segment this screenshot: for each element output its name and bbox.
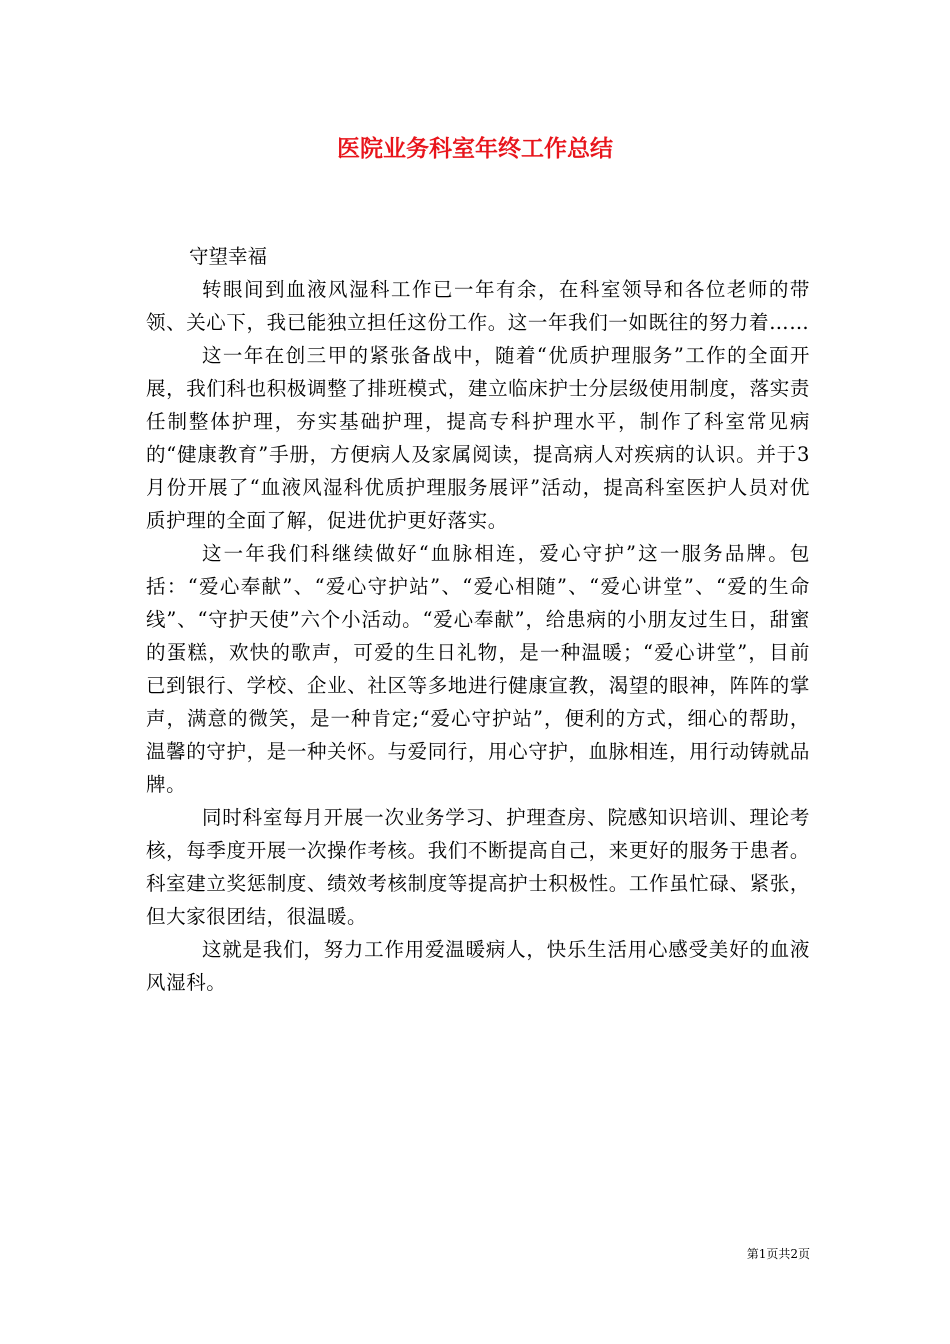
paragraph-1: 转眼间到血液风湿科工作已一年有余，在科室领导和各位老师的带领、关心下，我已能独立担任这份工作。这一年我们一如既往的努力着……	[146, 278, 810, 334]
paragraph-5: 这就是我们，努力工作用爱温暖病人，快乐生活用心感受美好的血液风湿科。	[146, 938, 810, 994]
document-body	[146, 240, 810, 999]
paragraph-3: 这一年我们科继续做好“血脉相连，爱心守护”这一服务品牌。包括：“爱心奉献”、“爱心守护站”、“爱心相随”、“爱心讲堂”、“爱的生命线”、“守护天使”六个小活动。“爱心奉献”，给患病的小朋友过生日，甜蜜的蛋糕，欢快的歌声，可爱的生日礼物，是一种温暖；“爱心讲堂”，目前已到银行、学校、企业、社区等多地进行健康宣教，渴望的眼神，阵阵的掌声，满意的微笑，是一种肯定;“爱心守护站”，便利的方式，细心的帮助，温馨的守护，是一种关怀。与爱同行，用心守护，血脉相连，用行动铸就品牌。	[146, 542, 810, 796]
document-title: 医院业务科室年终工作总结	[337, 135, 613, 162]
paragraph-4: 同时科室每月开展一次业务学习、护理查房、院感知识培训、理论考核，每季度开展一次操作考核。我们不断提高自己，来更好的服务于患者。科室建立奖惩制度、绩效考核制度等提高护士积极性。工作虽忙碌、紧张，但大家很团结，很温暖。	[146, 806, 810, 928]
document-subtitle: 守望幸福	[189, 245, 268, 268]
page-number-footer: 第1页共2页	[746, 1247, 810, 1261]
paragraph-2: 这一年在创三甲的紧张备战中，随着“优质护理服务”工作的全面开展，我们科也积极调整了排班模式，建立临床护士分层级使用制度，落实责任制整体护理，夯实基础护理，提高专科护理水平，制作了科室常见病的“健康教育”手册，方便病人及家属阅读，提高病人对疾病的认识。并于3月份开展了“血液风湿科优质护理服务展评”活动，提高科室医护人员对优质护理的全面了解，促进优护更好落实。	[146, 344, 810, 532]
